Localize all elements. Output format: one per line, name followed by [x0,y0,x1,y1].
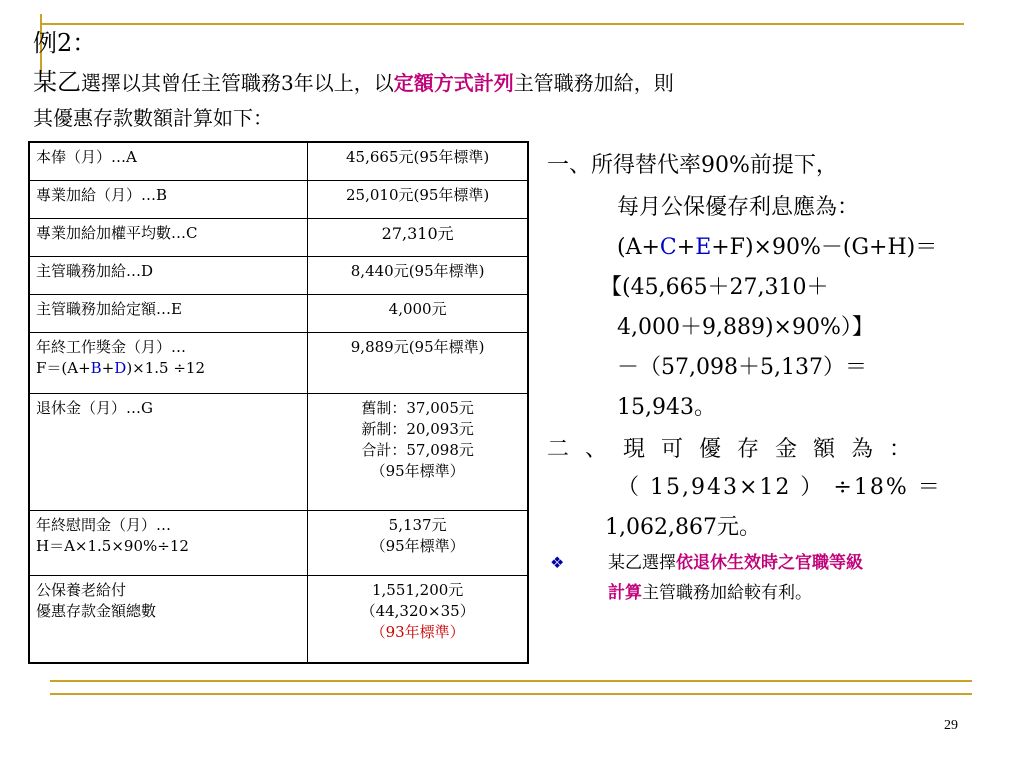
page-number: 29 [944,718,958,733]
intro-highlight: 定額方式計列 [393,71,514,95]
table-row [29,142,528,181]
pension-old: 舊制：37,005元 [361,399,474,417]
row-label [29,511,308,576]
total-standard: （93年標準） [370,623,465,641]
row-label [29,333,308,394]
calc-line-3: －（57,098＋5,137）＝ [617,355,867,380]
bonus-label-2: F＝(A+B+D)×1.5 ÷12 [36,359,206,377]
row-label: 本俸（月）…A [29,142,308,181]
formula-line: (A+C+E+F)×90%－(G+H)＝ [617,235,938,260]
note-line-1: 某乙選擇依退休生效時之官職等級 [608,553,863,573]
row-value: 25,010元(95年標準) [308,181,528,219]
row-label [29,576,308,664]
table-row [29,333,528,394]
consolation-label-2: H＝A×1.5×90%÷12 [36,537,189,555]
table-row [29,295,528,333]
row-value: 45,665元(95年標準) [308,142,528,181]
intro-text-a: 選擇以其曾任主管職務3年以上，以 [81,71,394,95]
bottom-rule-2 [50,693,972,695]
calc-line-1: 【(45,665＋27,310＋ [600,275,829,300]
calc-result: 15,943。 [617,395,716,420]
table-row [29,219,528,257]
salary-table [28,141,529,664]
row-label: 專業加給加權平均數…C [29,219,308,257]
example-title: 例2： [33,29,97,57]
note-line-2: 計算主管職務加給較有利。 [608,583,812,603]
section-two-result: 1,062,867元。 [605,515,761,540]
total-label-1: 公保養老給付 [36,581,127,599]
intro-line-1 [33,66,674,99]
row-value [308,394,528,511]
section-one-title: 一、所得替代率90%前提下， [547,153,838,178]
row-value: 8,440元(95年標準) [308,257,528,295]
bottom-rule [50,680,972,682]
row-value: 4,000元 [308,295,528,333]
intro-text-b: 主管職務加給，則 [513,71,674,95]
row-label: 主管職務加給定額…E [29,295,308,333]
table-row [29,511,528,576]
intro-line-2: 其優惠存款數額計算如下： [33,106,273,130]
top-rule [40,23,964,25]
row-value [308,511,528,576]
table-row [29,576,528,664]
section-one-line-2: 每月公保優存利息應為： [617,195,860,220]
row-value: 27,310元 [308,219,528,257]
row-value: 9,889元(95年標準) [308,333,528,394]
table-row [29,181,528,219]
pension-new: 新制：20,093元 [361,420,474,438]
bonus-label-1: 年終工作獎金（月）… [36,338,187,356]
row-label: 專業加給（月）…B [29,181,308,219]
consolation-standard: （95年標準） [370,537,465,555]
row-label: 主管職務加給…D [29,257,308,295]
table-row [29,394,528,511]
diamond-bullet-icon: ❖ [550,553,565,572]
pension-total: 合計：57,098元 [361,441,474,459]
calc-line-2: 4,000＋9,889)×90%）】 [617,315,874,340]
section-two-formula: （ 15,943×12 ） ÷18% ＝ [617,475,942,500]
row-label: 退休金（月）…G [29,394,308,511]
total-value: 1,551,200元 [371,581,464,599]
intro-person: 某乙 [33,68,81,96]
total-label-2: 優惠存款金額總數 [36,602,157,620]
consolation-value: 5,137元 [388,516,447,534]
section-two-title: 二、現可優存金額為： [547,437,928,462]
pension-standard: （95年標準） [370,462,465,480]
total-formula: （44,320×35） [360,602,475,620]
consolation-label-1: 年終慰問金（月）… [36,516,172,534]
row-value [308,576,528,664]
table-row [29,257,528,295]
